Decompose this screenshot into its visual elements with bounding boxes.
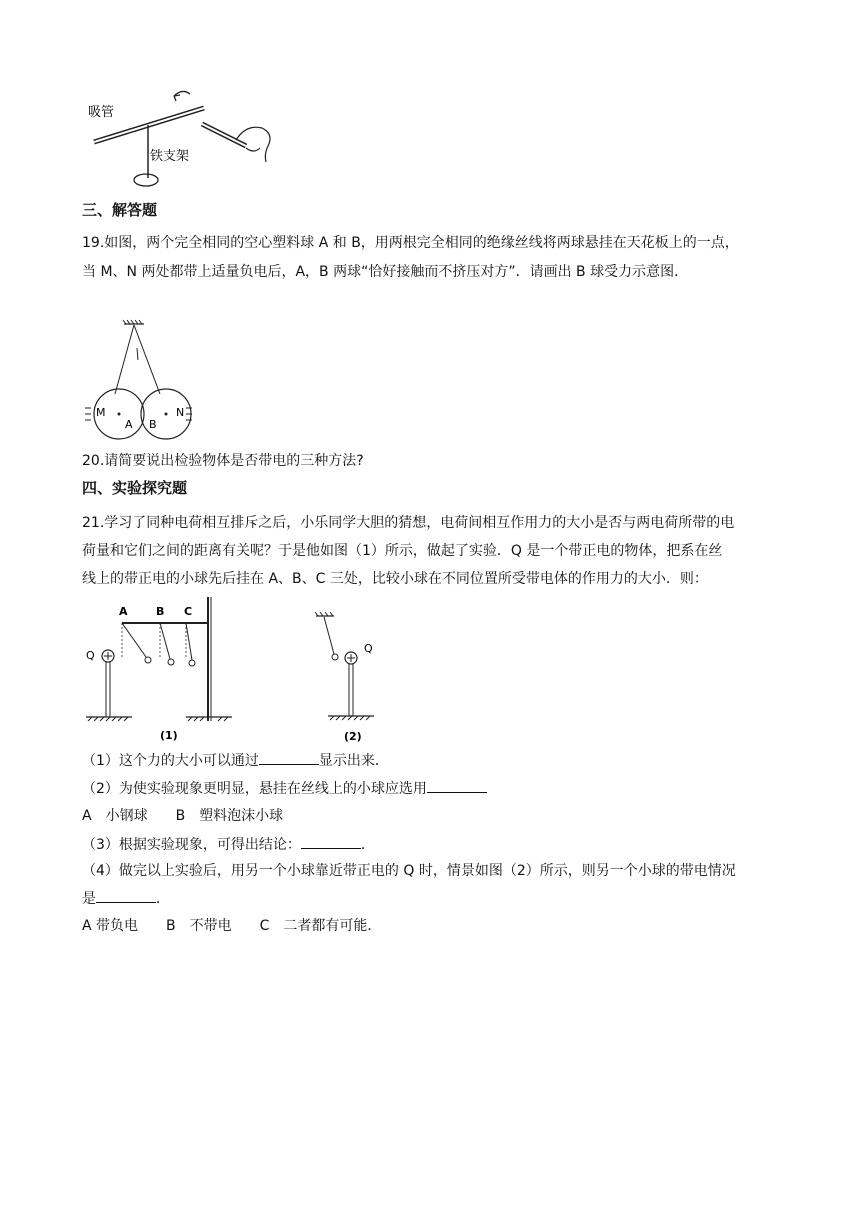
straw-label: 吸管 — [88, 105, 115, 120]
q21-sub4-line1: （4）做完以上实验后，用另一个小球靠近带正电的 Q 时，情景如图（2）所示，则另一个小球的带电情况 — [82, 863, 736, 879]
label-q: Q — [364, 642, 373, 655]
label-c: C — [184, 605, 193, 618]
label-b: B — [149, 418, 157, 431]
answer-blank-3[interactable] — [301, 834, 361, 849]
thread-a — [115, 325, 134, 394]
q21-line1: 21.学习了同种电荷相互排斥之后，小乐同学大胆的猜想，电荷间相互作用力的大小是否与两电荷所带的电 — [82, 515, 735, 531]
answer-blank-4[interactable] — [96, 888, 156, 903]
thread — [324, 617, 334, 654]
section-heading-3: 三、解答题 — [82, 201, 158, 219]
label-a: A — [119, 605, 128, 618]
q21-sub4-line2: 是 ． — [82, 888, 170, 909]
answer-blank-2[interactable] — [427, 778, 487, 793]
q21-line2: 荷量和它们之间的距离有关呢？于是他如图（1）所示，做起了实验．Q 是一个带正电的物体，把系在丝 — [82, 543, 723, 559]
straw-stand-figure — [86, 84, 286, 190]
label-q: Q — [86, 649, 95, 662]
small-ball — [332, 654, 338, 660]
q20-text: 20.请简要说出检验物体是否带电的三种方法? — [82, 453, 364, 469]
two-spheres-figure — [82, 318, 194, 448]
q21-sub2-options: A 小钢球 B 塑料泡沫小球 — [82, 808, 284, 824]
q21-sub2: （2）为使实验现象更明显，悬挂在丝线上的小球应选用 — [82, 778, 487, 799]
iron-stand-base — [134, 174, 158, 186]
experiment-figure-2 — [308, 610, 388, 744]
label-m: M — [96, 406, 106, 419]
q19-line1: 19.如图，两个完全相同的空心塑料球 A 和 B，用两根完全相同的绝缘丝线将两球悬挂在天花板上的一点， — [82, 235, 739, 251]
q21-sub1: （1）这个力的大小可以通过 显示出来． — [82, 750, 389, 771]
figure-2-caption: (2) — [344, 730, 362, 743]
section-heading-4: 四、实验探究题 — [82, 479, 188, 497]
stand-label: 铁支架 — [150, 149, 190, 164]
label-a: A — [125, 418, 133, 431]
answer-blank-1[interactable] — [259, 750, 319, 765]
figure-1-caption: (1) — [160, 729, 178, 742]
q21-sub4-options: A 带负电 B 不带电 C 二者都有可能． — [82, 918, 382, 934]
experiment-figure-1 — [82, 593, 232, 743]
q21-sub3: （3）根据实验现象，可得出结论： ． — [82, 834, 375, 855]
q21-line3: 线上的带正电的小球先后挂在 A、B、C 三处，比较小球在不同位置所受带电体的作用力的大小．则： — [82, 571, 708, 587]
q19-line2: 当 M、N 两处都带上适量负电后，A，B 两球“恰好接触而不挤压对方”．请画出 B 球受力示意图． — [82, 264, 689, 280]
label-b: B — [156, 605, 165, 618]
label-n: N — [176, 406, 185, 419]
